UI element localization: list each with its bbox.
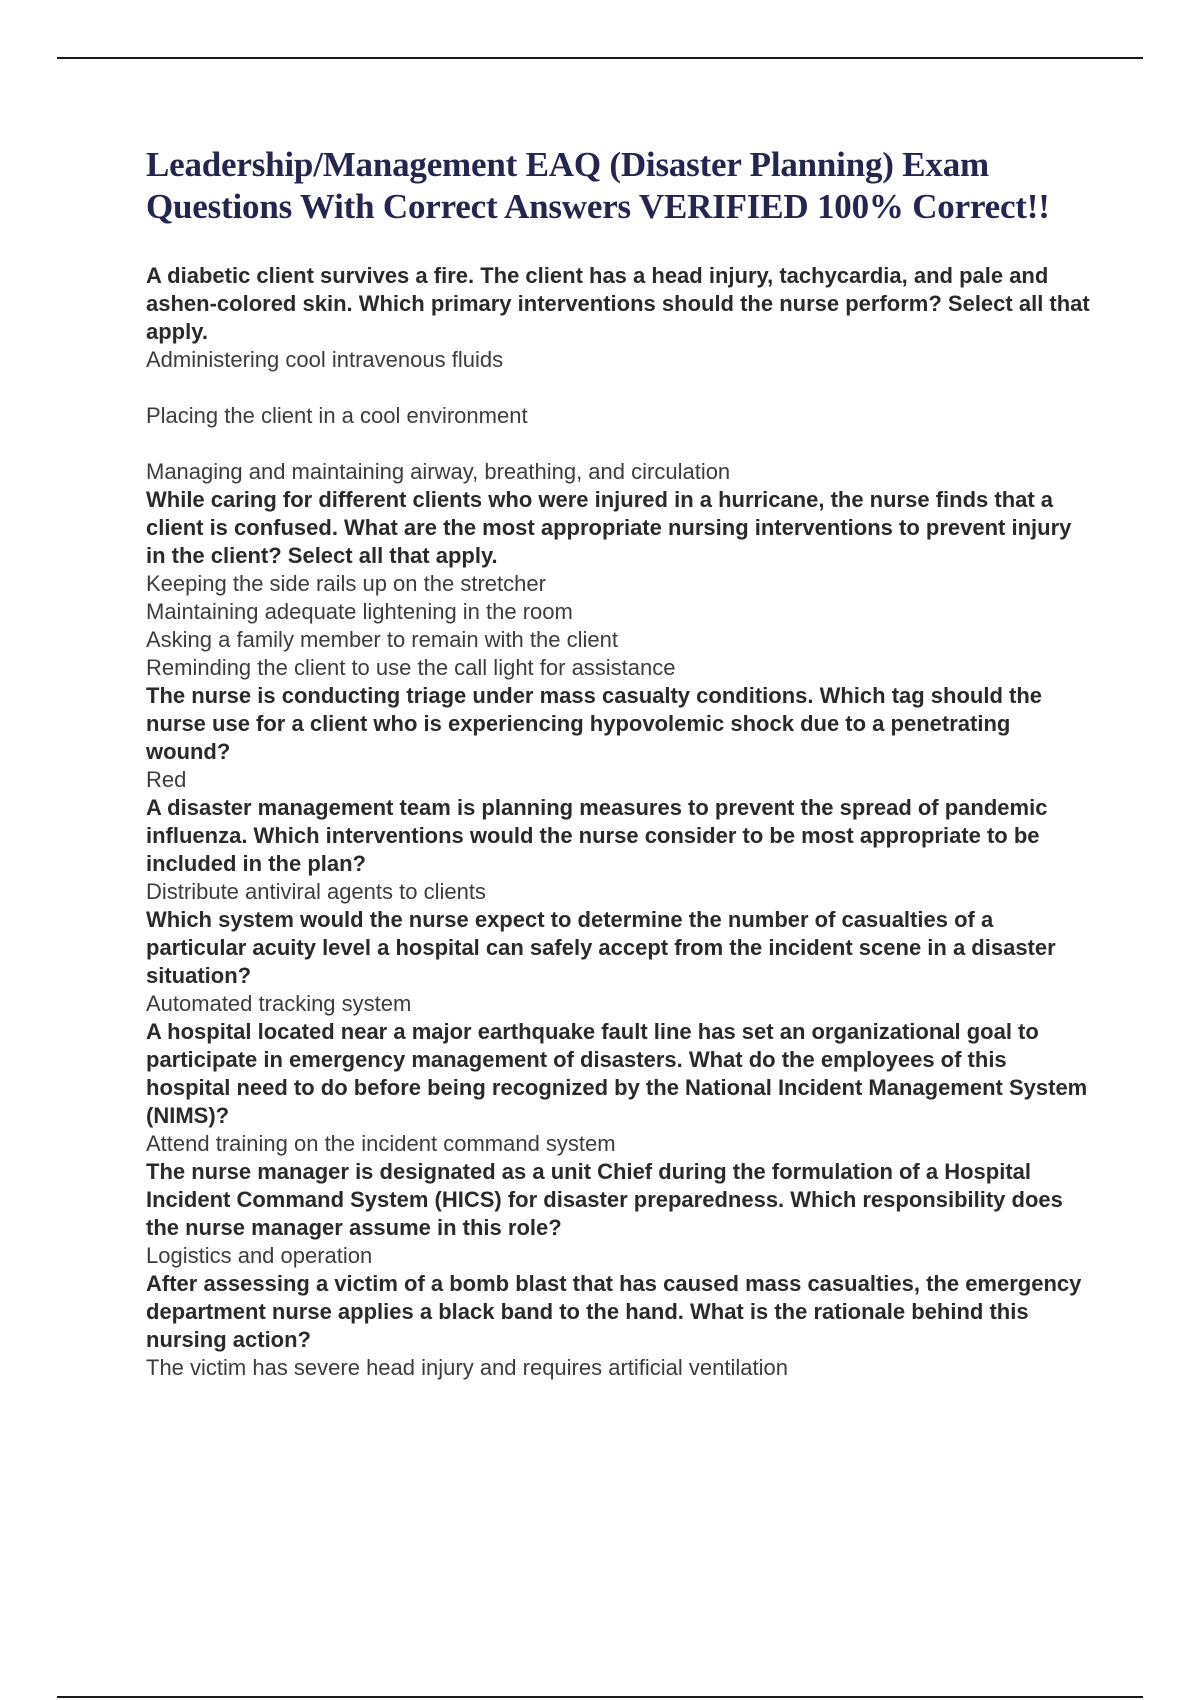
answer-text: Reminding the client to use the call light for assistance xyxy=(146,655,676,680)
answer-text: Maintaining adequate lightening in the room xyxy=(146,599,573,624)
answer-text: Administering cool intravenous fluids xyxy=(146,347,504,372)
question-text: Which system would the nurse expect to determine the number of casualties of a particular acuity level a hospital can safely accept from the incident scene in a disaster situation? xyxy=(146,907,1056,988)
question-text: A diabetic client survives a fire. The client has a head injury, tachycardia, and pale and ashen-colored skin. Which primary interventions should the nurse perform? Select all that apply. xyxy=(146,263,1090,344)
question-text: The nurse manager is designated as a unit Chief during the formulation of a Hospital Incident Command System (HICS) for disaster preparedness. Which responsibility does the nurse manager assume in this role? xyxy=(146,1159,1063,1240)
answer-text: The victim has severe head injury and requires artificial ventilation xyxy=(146,1355,788,1380)
qa-item xyxy=(146,794,1096,906)
question-text: A disaster management team is planning measures to prevent the spread of pandemic influenza. Which interventions would the nurse consider to be most appropriate to be included in the plan? xyxy=(146,795,1048,876)
qa-item xyxy=(146,682,1096,794)
question-text: The nurse is conducting triage under mass casualty conditions. Which tag should the nurse use for a client who is experiencing hypovolemic shock due to a penetrating wound? xyxy=(146,683,1043,764)
answer-text: Red xyxy=(146,767,187,792)
qa-item xyxy=(146,486,1096,682)
answer-text: Keeping the side rails up on the stretcher xyxy=(146,571,546,596)
question-text: After assessing a victim of a bomb blast that has caused mass casualties, the emergency department nurse applies a black band to the hand. What is the rationale behind this nursing action? xyxy=(146,1271,1082,1352)
answer-text: Asking a family member to remain with the client xyxy=(146,627,618,652)
qa-item xyxy=(146,262,1096,486)
answer-text: Automated tracking system xyxy=(146,991,412,1016)
answer-text: Attend training on the incident command system xyxy=(146,1131,616,1156)
question-text: While caring for different clients who were injured in a hurricane, the nurse finds that a client is confused. What are the most appropriate nursing interventions to prevent injury in the client? Select all that apply. xyxy=(146,487,1072,568)
document-body xyxy=(146,144,1096,1382)
qa-item xyxy=(146,1018,1096,1158)
top-divider xyxy=(57,57,1143,59)
bottom-divider xyxy=(57,1696,1143,1698)
answer-text: Logistics and operation xyxy=(146,1243,373,1268)
document-title: Leadership/Management EAQ (Disaster Planning) Exam Questions With Correct Answers VERIFIED 100% Correct!! xyxy=(146,145,1050,226)
qa-item xyxy=(146,906,1096,1018)
qa-item xyxy=(146,1270,1096,1382)
qa-list xyxy=(146,262,1096,1382)
question-text: A hospital located near a major earthquake fault line has set an organizational goal to participate in emergency management of disasters. What do the employees of this hospital need to do before being recognized by the National Incident Management System (NIMS)? xyxy=(146,1019,1088,1128)
answer-text: Managing and maintaining airway, breathing, and circulation xyxy=(146,459,731,484)
qa-item xyxy=(146,1158,1096,1270)
answer-text: Placing the client in a cool environment xyxy=(146,403,528,428)
answer-text: Distribute antiviral agents to clients xyxy=(146,879,486,904)
